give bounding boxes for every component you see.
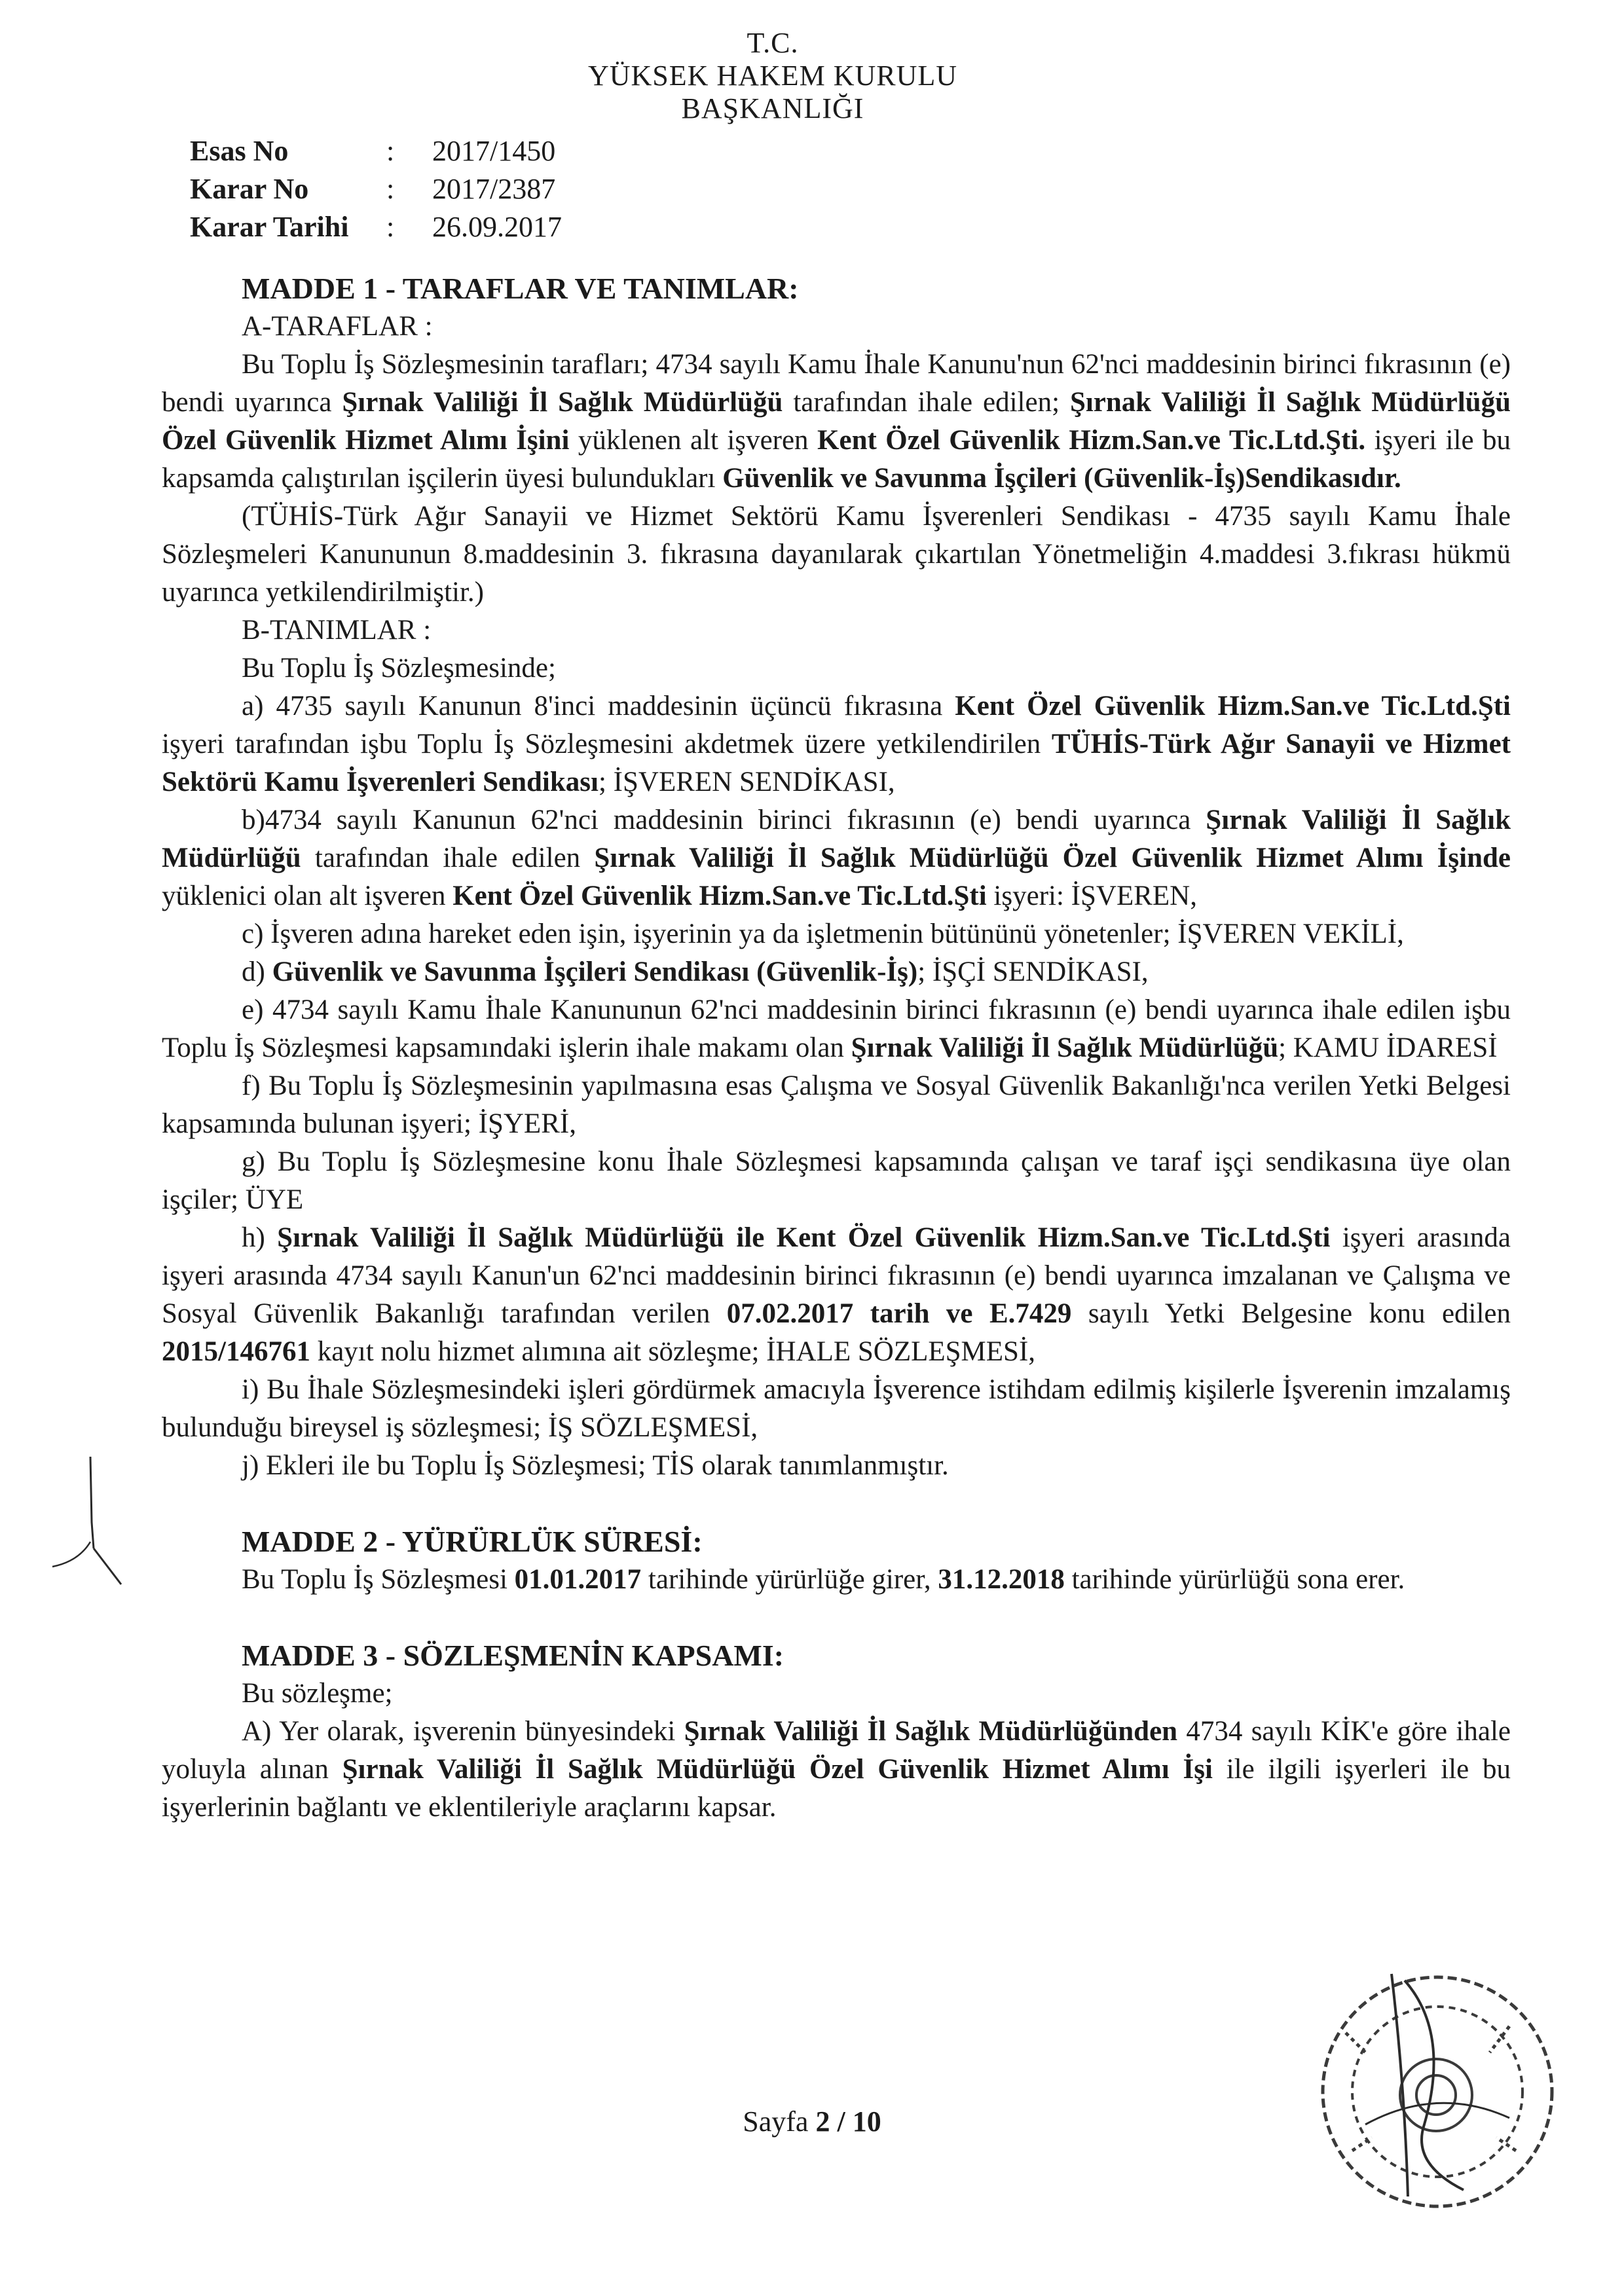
section-b-heading: B-TANIMLAR : bbox=[242, 615, 432, 646]
definition-item-d: d) Güvenlik ve Savunma İşçileri Sendikası (Güvenlik-İş); İŞÇİ SENDİKASI, bbox=[242, 957, 1149, 987]
case-meta bbox=[190, 132, 562, 246]
meta-row-tarih bbox=[190, 208, 562, 246]
footer-prefix: Sayfa bbox=[743, 2105, 809, 2138]
section-a-paragraph: Bu Toplu İş Sözleşmesinin tarafları; 4734 sayılı Kamu İhale Kanunu'nun 62'nci maddesinin birinci fıkrasının (e) bendi uyarınca Şırnak Valiliği İl Sağlık Müdürlüğü tarafından ihale edilen; Şırnak Valiliği İl Sağlık Müdürlüğü Özel Güvenlik Hizmet Alımı İşini yüklenen alt işveren Kent Özel Güvenlik Hizm.San.ve Tic.Ltd.Şti. işyeri ile bu kapsamda çalıştırılan işçilerin üyesi bulundukları Güvenlik ve Savunma İşçileri (Güvenlik-İş)Sendikasıdır. bbox=[162, 349, 1511, 494]
spacer bbox=[162, 1599, 1511, 1637]
document-body bbox=[162, 270, 1511, 1827]
header-tc: T.C. bbox=[747, 27, 799, 59]
article-2-title: MADDE 2 - YÜRÜRLÜK SÜRESİ: bbox=[242, 1525, 703, 1558]
meta-sep: : bbox=[386, 173, 395, 205]
definition-item-e: e) 4734 sayılı Kamu İhale Kanununun 62'nci maddesinin birinci fıkrasının (e) bendi uyarınca ihale edilen işbu Toplu İş Sözleşmesi kapsamındaki işlerin ihale makamı olan Şırnak Valiliği İl Sağlık Müdürlüğü; KAMU İDARESİ bbox=[162, 994, 1511, 1063]
meta-value: 2017/2387 bbox=[432, 173, 556, 205]
meta-sep: : bbox=[386, 135, 395, 167]
article-2-paragraph: Bu Toplu İş Sözleşmesi 01.01.2017 tarihinde yürürlüğe girer, 31.12.2018 tarihinde yürürlüğü sona erer. bbox=[242, 1564, 1405, 1595]
definition-item-c: c) İşveren adına hareket eden işin, işyerinin ya da işletmenin bütününü yönetenler; İŞVEREN VEKİLİ, bbox=[242, 919, 1404, 949]
page-footer bbox=[0, 2105, 1624, 2138]
meta-value: 26.09.2017 bbox=[432, 211, 562, 243]
definition-item-h: h) Şırnak Valiliği İl Sağlık Müdürlüğü ile Kent Özel Güvenlik Hizm.San.ve Tic.Ltd.Şti işyeri arasında işyeri arasında 4734 sayılı Kanun'un 62'nci maddesinin birinci fıkrasının (e) bendi uyarınca imzalanan ve Çalışma ve Sosyal Güvenlik Bakanlığı tarafından verilen 07.02.2017 tarih ve E.7429 sayılı Yetki Belgesine konu edilen 2015/146761 kayıt nolu hizmet alımına ait sözleşme; İHALE SÖZLEŞMESİ, bbox=[162, 1222, 1511, 1367]
definition-item-j: j) Ekleri ile bu Toplu İş Sözleşmesi; TİS olarak tanımlanmıştır. bbox=[242, 1450, 949, 1481]
meta-label: Karar No bbox=[190, 173, 309, 205]
header-presidency: BAŞKANLIĞI bbox=[681, 92, 864, 124]
meta-label: Karar Tarihi bbox=[190, 211, 349, 243]
page-number: 2 / 10 bbox=[815, 2105, 881, 2138]
section-a-heading: A-TARAFLAR : bbox=[242, 311, 433, 342]
official-stamp bbox=[1293, 1954, 1581, 2229]
definition-item-a: a) 4735 sayılı Kanunun 8'inci maddesinin üçüncü fıkrasına Kent Özel Güvenlik Hizm.San.ve Tic.Ltd.Şti işyeri tarafından işbu Toplu İş Sözleşmesini akdetmek üzere yetkilendirilen TÜHİS-Türk Ağır Sanayii ve Hizmet Sektörü Kamu İşverenleri Sendikası; İŞVEREN SENDİKASI, bbox=[162, 691, 1511, 797]
definition-item-i: i) Bu İhale Sözleşmesindeki işleri gördürmek amacıyla İşverence istihdam edilmiş kişilerle İşverenin imzalamış bulunduğu bireysel iş sözleşmesi; İŞ SÖZLEŞMESİ, bbox=[162, 1374, 1511, 1443]
article-3-title: MADDE 3 - SÖZLEŞMENİN KAPSAMI: bbox=[242, 1639, 784, 1672]
article-3-paragraph: A) Yer olarak, işverenin bünyesindeki Şırnak Valiliği İl Sağlık Müdürlüğünden 4734 sayılı KİK'e göre ihale yoluyla alınan Şırnak Valiliği İl Sağlık Müdürlüğü Özel Güvenlik Hizmet Alımı İşi ile ilgili işyerleri ile bu işyerlerinin bağlantı ve eklentileriyle araçlarını kapsar. bbox=[162, 1716, 1511, 1823]
spacer bbox=[162, 1485, 1511, 1523]
definition-item-f: f) Bu Toplu İş Sözleşmesinin yapılmasına esas Çalışma ve Sosyal Güvenlik Bakanlığı'nca verilen Yetki Belgesi kapsamında bulunan işyeri; İŞYERİ, bbox=[162, 1070, 1511, 1139]
header-institution: YÜKSEK HAKEM KURULU bbox=[587, 60, 958, 92]
meta-label: Esas No bbox=[190, 135, 289, 167]
meta-row-esas bbox=[190, 132, 562, 170]
margin-initial-mark bbox=[39, 1450, 138, 1601]
definition-item-b: b)4734 sayılı Kanunun 62'nci maddesinin birinci fıkrasının (e) bendi uyarınca Şırnak Valiliği İl Sağlık Müdürlüğü tarafından ihale edilen Şırnak Valiliği İl Sağlık Müdürlüğü Özel Güvenlik Hizmet Alımı İşinde yüklenici olan alt işveren Kent Özel Güvenlik Hizm.San.ve Tic.Ltd.Şti işyeri: İŞVEREN, bbox=[162, 805, 1511, 911]
section-a-note: (TÜHİS-Türk Ağır Sanayii ve Hizmet Sektörü Kamu İşverenleri Sendikası - 4735 sayılı Kamu İhale Sözleşmeleri Kanununun 8.maddesinin 3. fıkrasına dayanılarak çıkartılan Yönetmeliğin 4.maddesi 3.fıkrası hükmü uyarınca yetkilendirilmiştir.) bbox=[162, 501, 1511, 608]
article-3-intro: Bu sözleşme; bbox=[242, 1678, 393, 1709]
meta-row-karar bbox=[190, 170, 562, 208]
meta-value: 2017/1450 bbox=[432, 135, 556, 167]
definition-item-g: g) Bu Toplu İş Sözleşmesine konu İhale Sözleşmesi kapsamında çalışan ve taraf işçi sendikasına üye olan işçiler; ÜYE bbox=[162, 1146, 1511, 1215]
article-1-title: MADDE 1 - TARAFLAR VE TANIMLAR: bbox=[242, 272, 799, 305]
section-b-intro: Bu Toplu İş Sözleşmesinde; bbox=[242, 653, 556, 683]
meta-sep: : bbox=[386, 211, 395, 243]
